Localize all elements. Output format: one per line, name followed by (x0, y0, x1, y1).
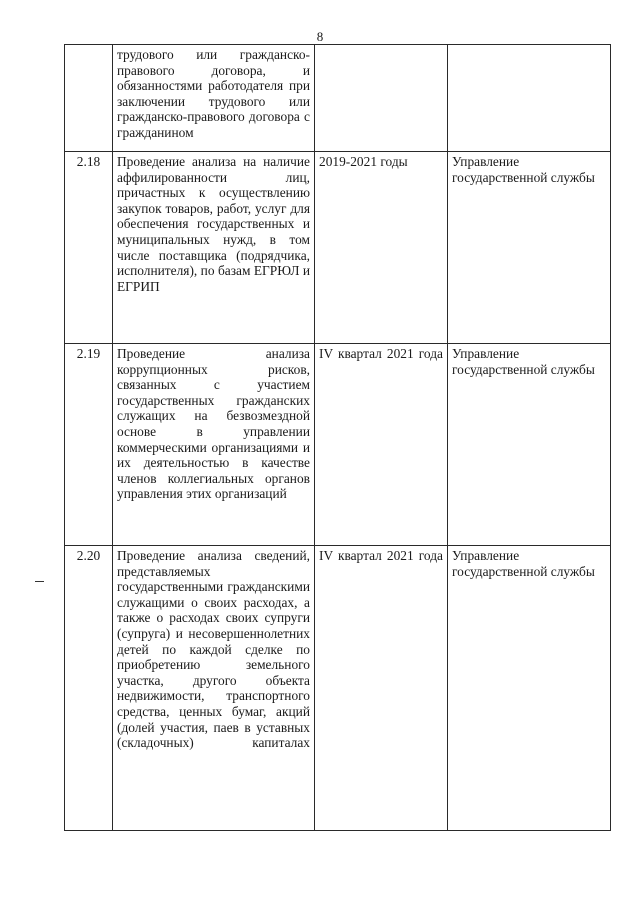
row-number-cell: 2.19 (65, 344, 113, 546)
measures-table (64, 44, 611, 831)
table-row (65, 45, 611, 152)
activity-cell: трудового или гражданско-правового договора, и обязанностями работодателя при заключении трудового или гражданско-правового договора с гражданином (113, 45, 315, 152)
table-row (65, 344, 611, 546)
responsible-cell (448, 45, 611, 152)
page-number: 8 (316, 29, 324, 44)
term-cell: IV квартал 2021 года (315, 546, 448, 831)
responsible-cell: Управление государственной службы (448, 344, 611, 546)
row-number-cell: 2.20 (65, 546, 113, 831)
responsible-cell: Управление государственной службы (448, 546, 611, 831)
term-cell (315, 45, 448, 152)
term-cell: 2019-2021 годы (315, 152, 448, 344)
term-cell: IV квартал 2021 года (315, 344, 448, 546)
activity-cell: Проведение анализа на наличие аффилированности лиц, причастных к осуществлению закупок товаров, работ, услуг для обеспечения государственных и муниципальных нужд, в том числе поставщика (подрядчика, исполнителя), по базам ЕГРЮЛ и ЕГРИП (113, 152, 315, 344)
activity-cell: Проведение анализа сведений, представляемых государственными гражданскими служащими о своих расходах, а также о расходах своих супруги (супруга) и несовершеннолетних детей по каждой сделке по приобретению земельного участка, другого объекта недвижимости, транспортного средства, ценных бумаг, акций (долей участия, паев в уставных (складочных) капиталах (113, 546, 315, 831)
table-row (65, 152, 611, 344)
row-number-cell: 2.18 (65, 152, 113, 344)
table-row (65, 546, 611, 831)
activity-cell: Проведение анализа коррупционных рисков, связанных с участием государственных гражданских служащих на безвозмездной основе в управлении коммерческими организациями и их деятельностью в качестве членов коллегиальных органов управления этих организаций (113, 344, 315, 546)
margin-mark (35, 581, 44, 582)
row-number-cell (65, 45, 113, 152)
responsible-cell: Управление государственной службы (448, 152, 611, 344)
